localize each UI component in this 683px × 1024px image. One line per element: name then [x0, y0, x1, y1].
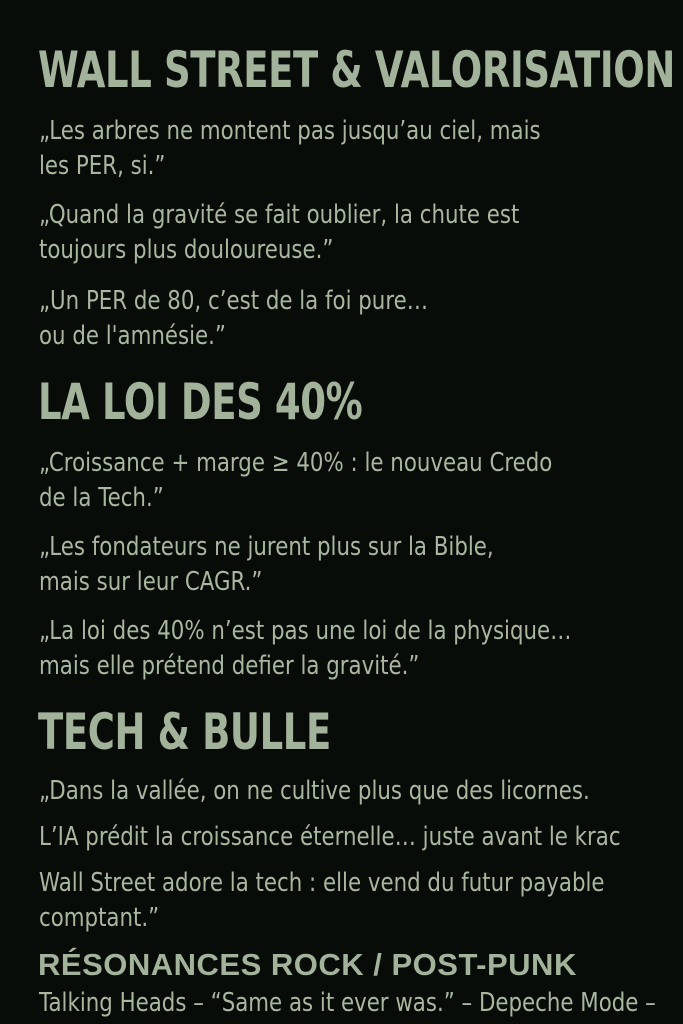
quote-line: „Un PER de 80, c’est de la foi pure… [39, 286, 429, 316]
quote-talking-heads [39, 986, 656, 1021]
quote-line: „La loi des 40% n’est pas une loi de la physique… [39, 616, 572, 646]
quote-line: comptant.” [39, 903, 160, 933]
quote-arbres [39, 114, 541, 184]
quote-wall-street-tech [39, 866, 605, 936]
quote-fondateurs [39, 530, 494, 600]
quote-line: mais sur leur CAGR.” [39, 567, 263, 597]
quote-per-80 [39, 284, 428, 354]
quote-line: „Quand la gravité se fait oublier, la chute est [39, 200, 520, 230]
section-heading-loi-40: LA LOI DES 40% [38, 373, 363, 431]
quote-croissance [39, 446, 552, 516]
quote-line: ou de l'amnésie.” [39, 321, 226, 351]
quote-line: mais elle prétend defier la gravité.” [39, 651, 420, 681]
section-heading-wall-street: WALL STREET & VALORISATION [38, 41, 675, 99]
section-heading-tech-bulle: TECH & BULLE [38, 703, 331, 761]
section-heading-resonances: RÉSONANCES ROCK / POST-PUNK [38, 947, 577, 982]
quote-gravite [39, 198, 519, 268]
quote-line: „Dans la vallée, on ne cultive plus que des licornes. [39, 776, 590, 806]
quote-line: „Les fondateurs ne jurent plus sur la Bible, [39, 532, 494, 562]
quote-line: L’IA prédit la croissance éternelle… juste avant le krac [39, 822, 621, 852]
quote-line: „Les arbres ne montent pas jusqu’au ciel, mais [39, 116, 541, 146]
quote-loi-physique [39, 614, 571, 684]
quote-ia [39, 820, 621, 855]
quote-licornes [39, 774, 590, 809]
quote-line: Talking Heads – “Same as it ever was.” – Depeche Mode – [39, 988, 656, 1018]
quote-line: toujours plus douloureuse.” [39, 235, 334, 265]
quote-line: Wall Street adore la tech : elle vend du futur payable [39, 868, 605, 898]
quote-line: les PER, si.” [39, 151, 166, 181]
quote-line: de la Tech.” [39, 483, 164, 513]
quote-line: „Croissance + marge ≥ 40% : le nouveau Credo [39, 448, 553, 478]
